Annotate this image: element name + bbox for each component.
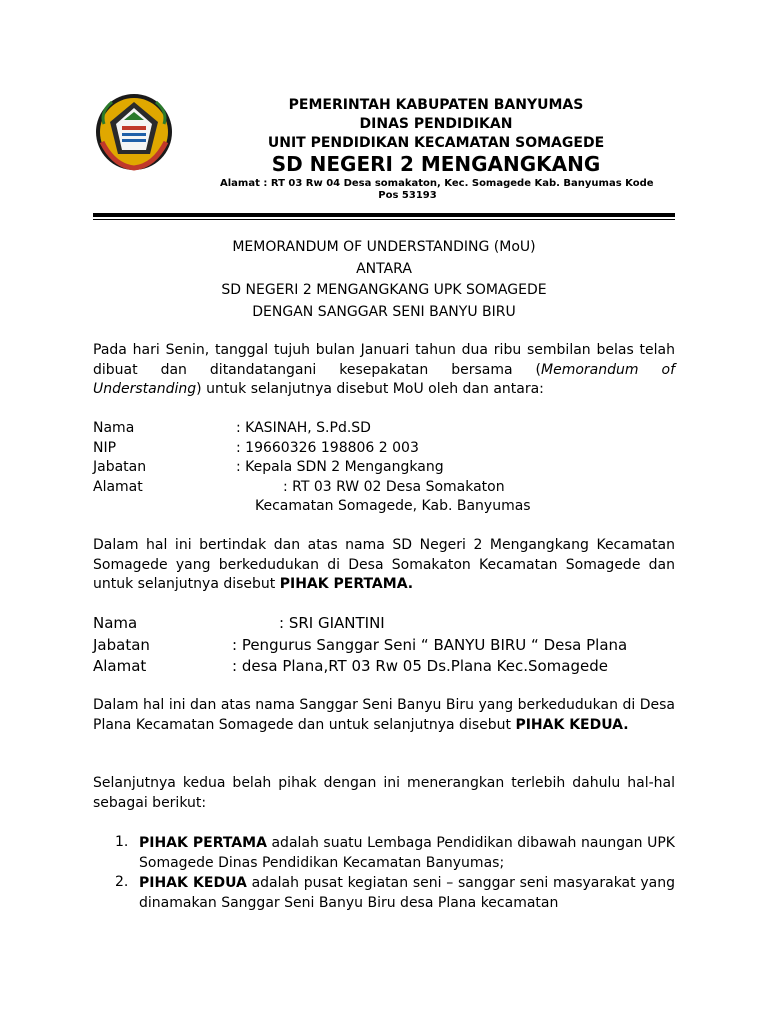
government-line: PEMERINTAH KABUPATEN BANYUMAS	[288, 97, 584, 113]
list-item-subject: PIHAK KEDUA	[139, 875, 247, 891]
letterhead	[200, 96, 672, 153]
title-line-3: SD NEGERI 2 MENGANGKANG UPK SOMAGEDE	[221, 282, 547, 298]
party1-nama-label: Nama	[93, 420, 135, 436]
party1-nama-value: : KASINAH, S.Pd.SD	[236, 420, 371, 436]
party2-role-text: Dalam hal ini dan atas nama Sanggar Seni Banyu Biru yang berkedudukan di Desa Plana Kecamatan Somagede dan untuk selanjutnya disebut	[93, 697, 675, 733]
party2-designation: PIHAK KEDUA.	[515, 716, 629, 733]
school-name: SD NEGERI 2 MENGANGKANG	[271, 152, 601, 176]
unit-line: UNIT PENDIDIKAN KECAMATAN SOMAGEDE	[267, 135, 605, 151]
list-item	[139, 833, 675, 873]
party2-alamat-value: : desa Plana,RT 03 Rw 05 Ds.Plana Kec.Somagede	[232, 657, 608, 675]
title-line-1: MEMORANDUM OF UNDERSTANDING (MoU)	[232, 239, 536, 255]
list-item-text: adalah suatu Lembaga Pendidikan dibawah naungan UPK Somagede Dinas Pendidikan Kecamatan Banyumas;	[139, 835, 675, 871]
agency-line: DINAS PENDIDIKAN	[359, 116, 513, 132]
party1-jabatan-label: Jabatan	[93, 459, 147, 475]
intro-text-a: Pada hari Senin, tanggal tujuh bulan Januari tahun dua ribu sembilan belas telah dibuat dan ditandatangani kesepakatan bersama (	[93, 342, 675, 378]
document-title	[93, 237, 675, 323]
intro-text-b: ) untuk selanjutnya disebut MoU oleh dan antara:	[196, 381, 544, 397]
party1-nip-label: NIP	[93, 440, 117, 456]
party2-jabatan-value: : Pengurus Sanggar Seni “ BANYU BIRU “ Desa Plana	[232, 636, 628, 654]
preamble-paragraph: Selanjutnya kedua belah pihak dengan ini menerangkan terlebih dahulu hal-hal sebagai berikut:	[93, 775, 675, 811]
letterhead-rule-thin	[93, 219, 675, 220]
party2-role-paragraph	[93, 696, 675, 735]
title-line-2: ANTARA	[356, 260, 412, 277]
title-line-4: DENGAN SANGGAR SENI BANYU BIRU	[252, 303, 516, 320]
address-line-1: Alamat : RT 03 Rw 04 Desa somakaton, Kec. Somagede Kab. Banyumas Kode	[220, 178, 654, 189]
banyumas-regency-emblem	[94, 92, 174, 172]
party2-nama-value: : SRI GIANTINI	[279, 614, 385, 632]
party1-jabatan-value: : Kepala SDN 2 Mengangkang	[236, 459, 444, 475]
address-line-2: Pos 53193	[378, 190, 437, 201]
intro-mou-term: Memorandum of Understanding	[93, 361, 675, 397]
party1-alamat-label: Alamat	[93, 479, 143, 495]
party2-alamat-label: Alamat	[93, 657, 147, 675]
party1-nip-value: : 19660326 198806 2 003	[236, 440, 419, 456]
list-item-number: 2.	[115, 874, 129, 890]
list-item	[139, 873, 675, 913]
party1-alamat-value-2: Kecamatan Somagede, Kab. Banyumas	[255, 498, 531, 514]
party2-jabatan-label: Jabatan	[93, 636, 150, 654]
list-item-number: 1.	[115, 834, 129, 850]
school-address	[220, 178, 675, 202]
party1-alamat-value: : RT 03 RW 02 Desa Somakaton	[283, 479, 505, 495]
list-item-text: adalah pusat kegiatan seni – sanggar seni masyarakat yang dinamakan Sanggar Seni Banyu Biru desa Plana kecamatan	[139, 875, 675, 911]
party2-nama-label: Nama	[93, 614, 138, 632]
list-item-subject: PIHAK PERTAMA	[139, 835, 267, 851]
party1-designation: PIHAK PERTAMA.	[279, 576, 414, 592]
party1-role-text: Dalam hal ini bertindak dan atas nama SD Negeri 2 Mengangkang Kecamatan Somagede yang berkedudukan di Desa Somakaton Kecamatan Somagede dan untuk selanjutnya disebut	[93, 537, 675, 592]
party1-role-paragraph	[93, 536, 675, 595]
letterhead-rule-thick	[93, 213, 675, 217]
intro-paragraph	[93, 341, 675, 400]
